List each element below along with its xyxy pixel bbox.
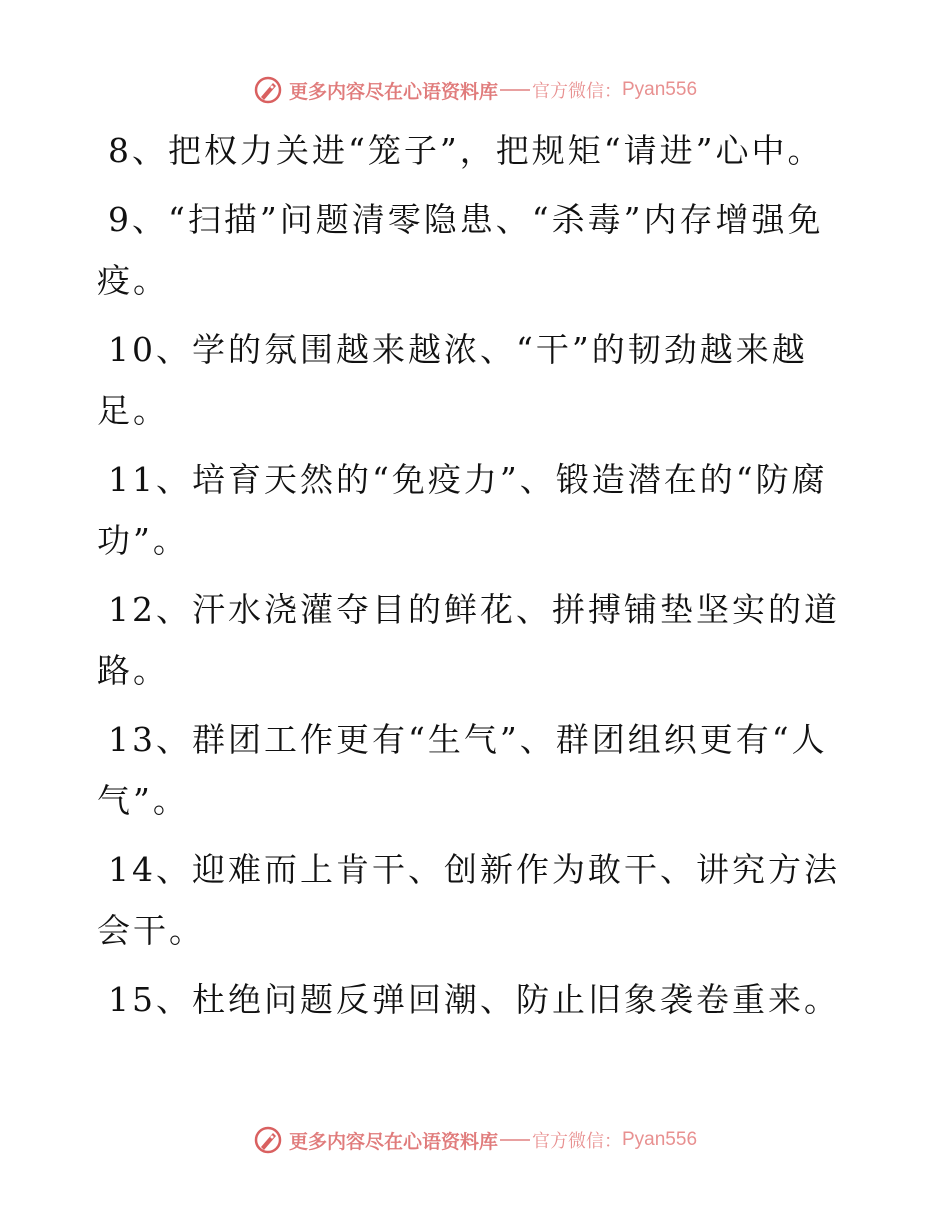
list-item: 13、群团工作更有“生气”、群团组织更有“人气”。 bbox=[97, 720, 828, 820]
watermark-tail: 官方微信： bbox=[532, 81, 622, 102]
watermark-dash bbox=[500, 89, 530, 91]
list-item: 14、迎难而上肯干、创新作为敢干、讲究方法会干。 bbox=[97, 850, 840, 950]
pen-nib-circle-icon bbox=[253, 75, 283, 105]
list-item: 10、学的氛围越来越浓、“干”的韧劲越来越足。 bbox=[97, 330, 808, 430]
watermark-text: 更多内容尽在心语资料库 bbox=[288, 80, 498, 103]
header-watermark bbox=[0, 70, 950, 110]
watermark-id: Pyan556 bbox=[622, 1129, 698, 1150]
document-body bbox=[97, 120, 857, 1038]
watermark-tail: 官方微信： bbox=[532, 1131, 622, 1152]
footer-watermark bbox=[0, 1120, 950, 1160]
watermark-id: Pyan556 bbox=[622, 79, 698, 100]
list-item: 15、杜绝问题反弹回潮、防止旧象袭卷重来。 bbox=[108, 980, 840, 1019]
list-item: 9、“扫描”问题清零隐患、“杀毒”内存增强免疫。 bbox=[97, 200, 824, 300]
watermark-text: 更多内容尽在心语资料库 bbox=[288, 1130, 498, 1153]
list-item: 12、汗水浇灌夺目的鲜花、拼搏铺垫坚实的道路。 bbox=[97, 590, 840, 690]
pen-nib-circle-icon bbox=[253, 1125, 283, 1155]
list-item: 11、培育天然的“免疫力”、锻造潜在的“防腐功”。 bbox=[97, 460, 828, 560]
watermark-dash bbox=[500, 1139, 530, 1141]
list-item: 8、把权力关进“笼子”，把规矩“请进”心中。 bbox=[108, 131, 824, 170]
